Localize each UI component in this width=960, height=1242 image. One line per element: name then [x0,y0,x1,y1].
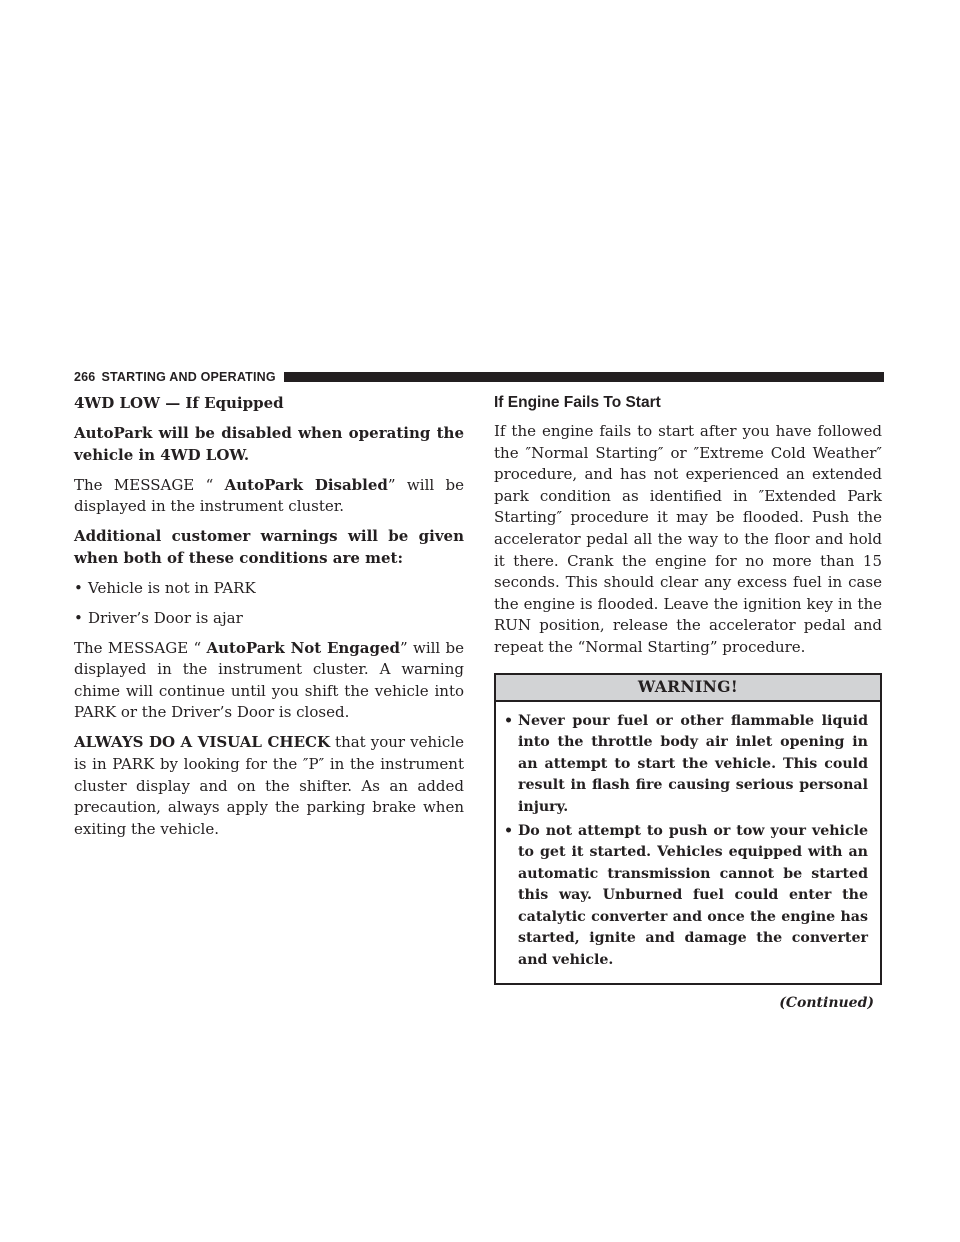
heading-engine-fails-to-start: If Engine Fails To Start [494,394,661,411]
warning-body [496,702,880,983]
bullet-icon: • [504,712,514,729]
bullet-icon: • [74,578,83,597]
warning-title: WARNING! [496,675,880,702]
paragraph-message-not-engaged [74,638,464,724]
right-column [494,393,882,1014]
subheading-4wd-low: 4WD LOW — If Equipped [74,394,284,412]
list-item-text: Vehicle is not in PARK [88,578,256,597]
message-autopark-not-engaged: AutoPark Not Engaged [206,638,401,657]
paragraph-additional-warnings: Additional customer warnings will be given when both of these conditions are met: [74,527,464,567]
list-item [74,578,464,600]
continued-label: (Continued) [779,994,874,1011]
paragraph-message-disabled [74,475,464,518]
page-header [74,370,884,384]
text-fragment: The MESSAGE “ [74,475,225,494]
page-number: 266 [74,370,96,384]
section-title: STARTING AND OPERATING [101,370,276,384]
warning-item [504,711,868,819]
bullet-icon: • [504,822,514,839]
list-item-text: Driver’s Door is ajar [88,608,243,627]
warning-item-text: Never pour fuel or other flammable liquid into the throttle body air inlet opening in an attempt to start the vehicle. This could result in flash fire causing serious personal injury. [518,712,868,815]
text-fragment: that your vehicle is in PARK by looking for the ″P″ in the instrument cluster display and on the shifter. As an added precaution, always apply the parking brake when exiting the vehicle. [74,733,465,838]
text-fragment: The MESSAGE “ [74,638,207,657]
bullet-icon: • [74,608,83,627]
warning-box [494,673,882,985]
message-autopark-disabled: AutoPark Disabled [224,475,388,494]
visual-check-emphasis: ALWAYS DO A VISUAL CHECK [74,733,330,752]
text-fragment: ” will be displayed in the instrument cluster. [74,475,464,516]
paragraph-engine-fails: If the engine fails to start after you have followed the ″Normal Starting″ or ″Extreme Cold Weather″ procedure, and has not experienced an extended park condition as identified in ″Extended Park Starting″ procedure it may be flooded. Push the accelerator pedal all the way to the floor and hold it there. Crank the engine for no more than 15 seconds. This should clear any excess fuel in case the engine is flooded. Leave the ignition key in the RUN position, release the accelerator pedal and repeat the “Normal Starting” procedure. [494,422,882,656]
header-rule [284,372,884,382]
warning-item [504,821,868,972]
warning-item-text: Do not attempt to push or tow your vehicle to get it started. Vehicles equipped with an automatic transmission cannot be started this way. Unburned fuel could enter the catalytic converter and once the engine has started, ignite and damage the converter and vehicle. [518,822,868,969]
list-item [74,608,464,630]
paragraph-visual-check [74,732,464,840]
text-fragment: ” will be displayed in the instrument cluster. A warning chime will continue until you shift the vehicle into PARK or the Driver’s Door is closed. [74,638,464,722]
paragraph-autopark-disabled-note: AutoPark will be disabled when operating the vehicle in 4WD LOW. [74,423,464,464]
left-column [74,393,464,849]
